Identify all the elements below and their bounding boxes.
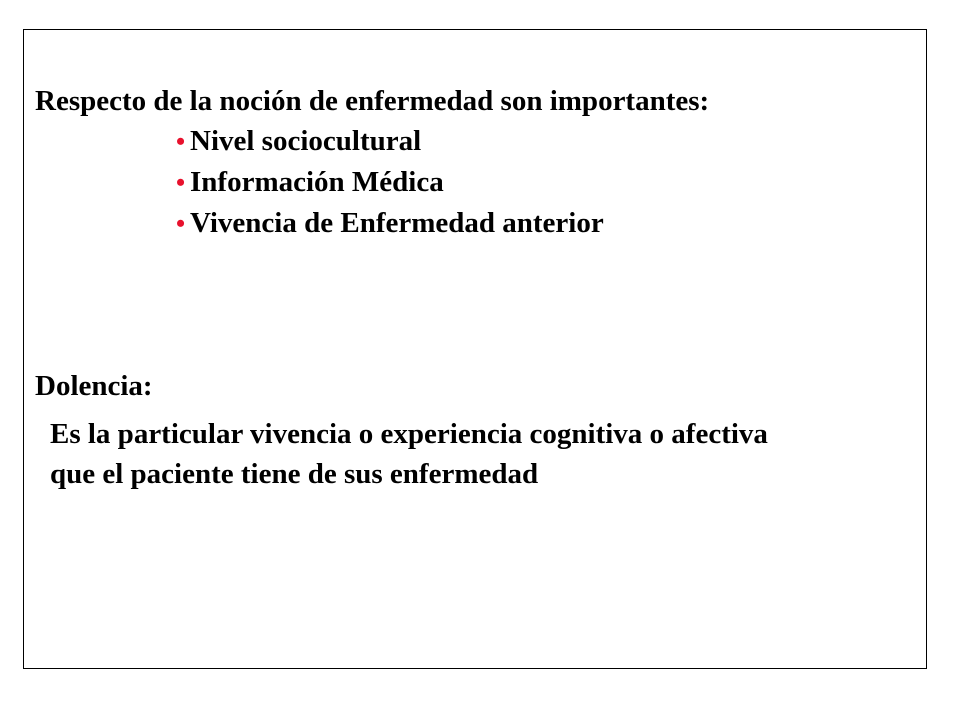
- definition-line: que el paciente tiene de sus enfermedad: [50, 458, 539, 490]
- list-item: [176, 121, 604, 162]
- definition-text: [50, 414, 768, 494]
- bullet-label: Información Médica: [190, 166, 444, 198]
- bullet-list: [176, 121, 604, 244]
- list-item: [176, 162, 604, 203]
- bullet-icon: •: [176, 168, 186, 197]
- bullet-label: Vivencia de Enfermedad anterior: [190, 207, 604, 239]
- bullet-label: Nivel sociocultural: [190, 125, 422, 157]
- bullet-icon: •: [176, 209, 186, 238]
- term-heading: Dolencia:: [35, 370, 153, 402]
- list-item: [176, 203, 604, 244]
- definition-line: Es la particular vivencia o experiencia cognitiva o afectiva: [50, 418, 768, 450]
- bullet-icon: •: [176, 127, 186, 156]
- slide-heading: Respecto de la noción de enfermedad son importantes:: [35, 85, 710, 117]
